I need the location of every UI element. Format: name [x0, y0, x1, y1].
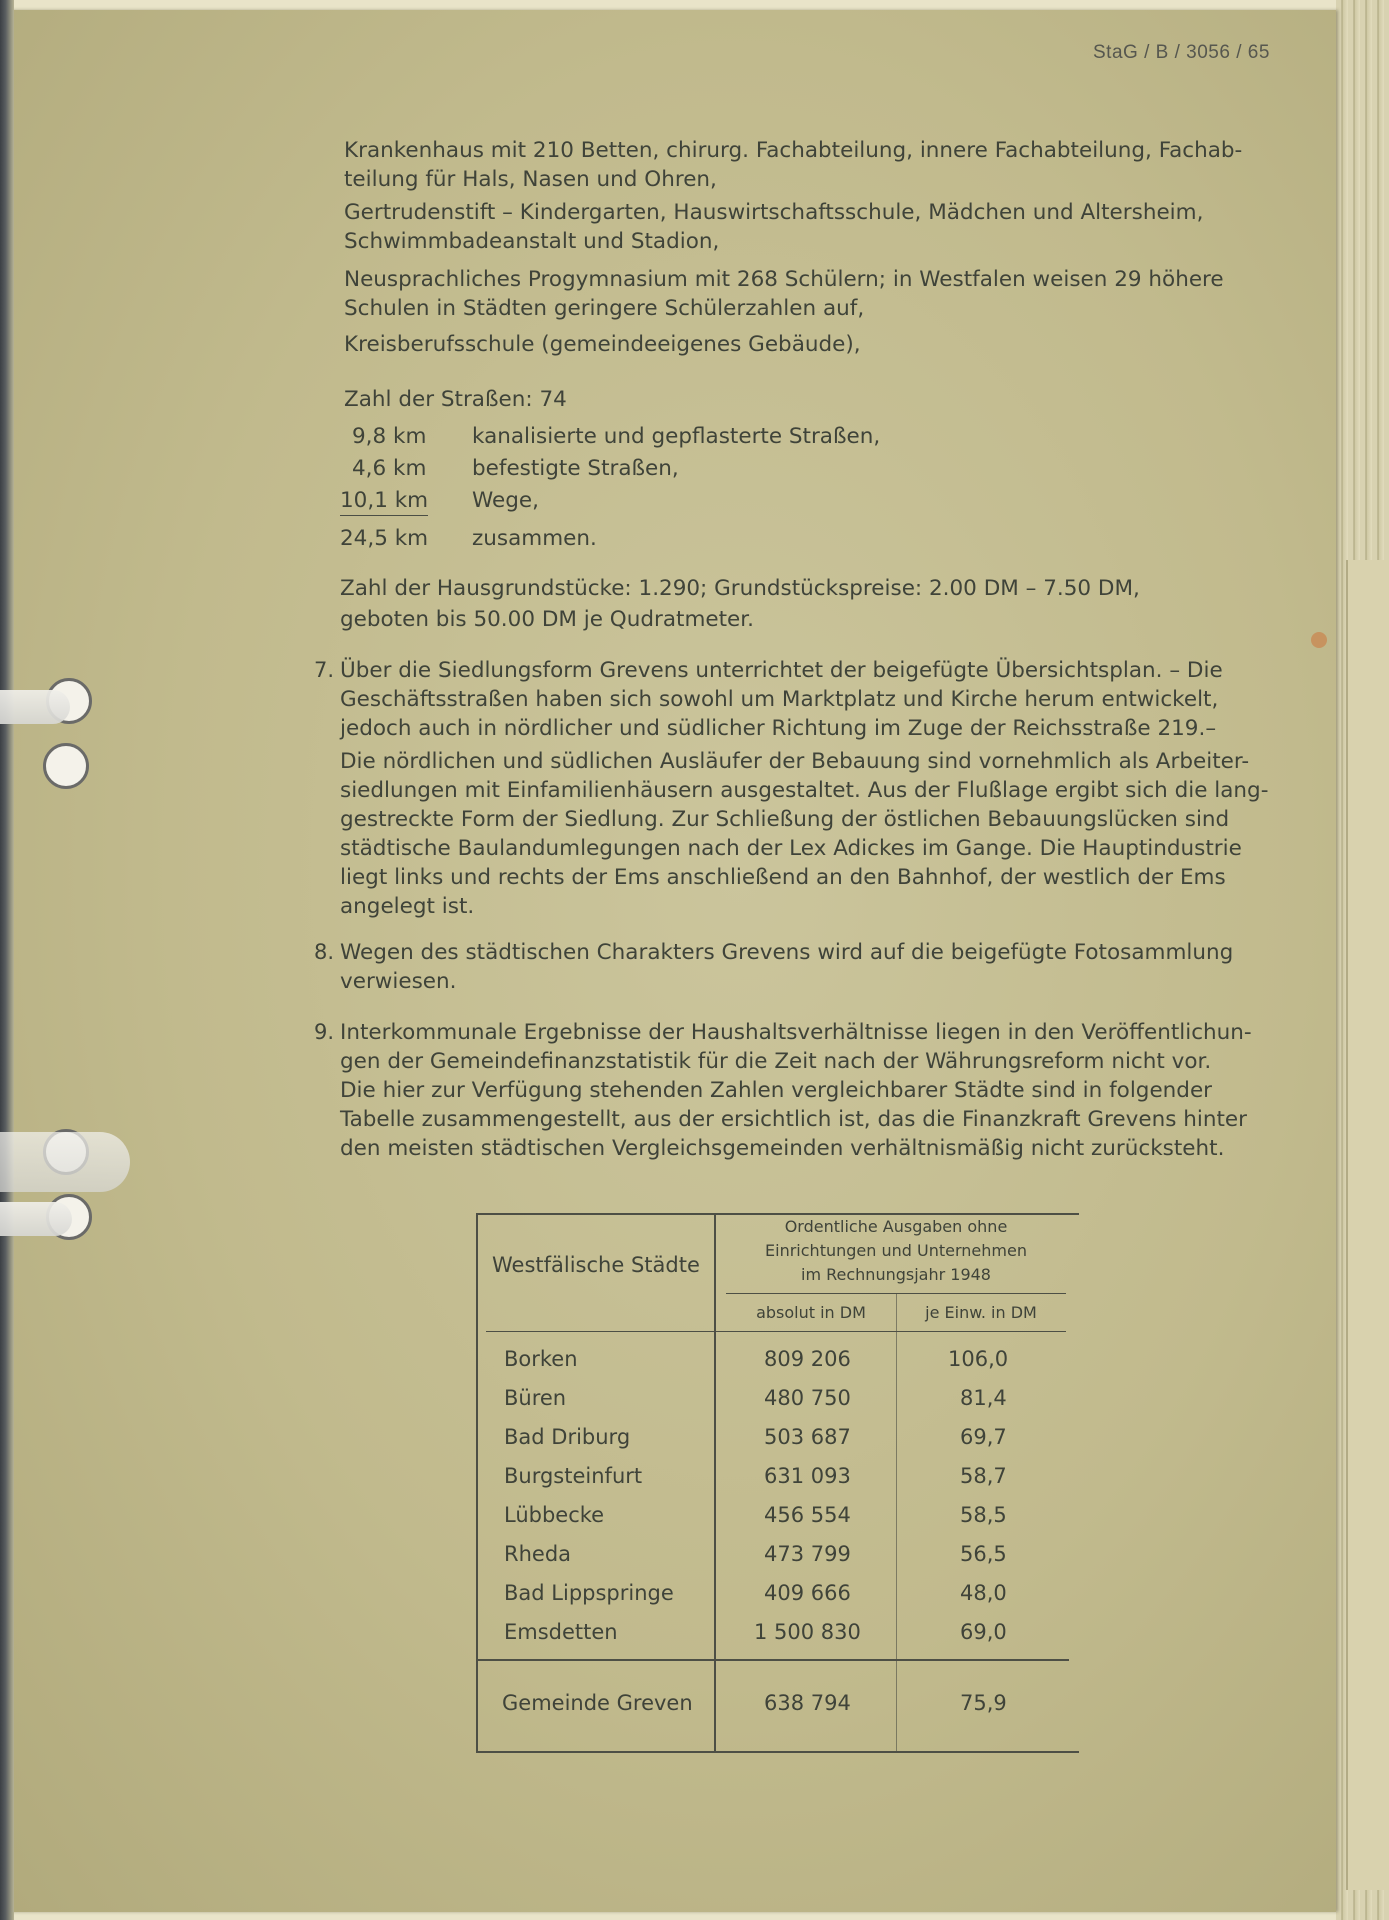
section-7-line: gestreckte Form der Siedlung. Zur Schließung der östlichen Bebauungslücken sind: [340, 807, 1230, 832]
table-row-per-capita: 81,4: [960, 1386, 1007, 1410]
archive-reference: StaG / B / 3056 / 65: [1093, 42, 1270, 63]
table-row-city: Emsdetten: [504, 1620, 618, 1644]
table-row-absolute: 409 666: [764, 1581, 851, 1605]
streets-total-value: 24,5 km: [340, 526, 429, 551]
table-row-city: Bad Driburg: [504, 1425, 631, 1449]
streets-value: 4,6 km: [352, 456, 427, 481]
table-border-left: [476, 1213, 478, 1753]
section-9-line: Tabelle zusammengestellt, aus der ersichtlich ist, das die Finanzkraft Grevens hinter: [340, 1107, 1247, 1132]
tab-marker: [1311, 632, 1327, 648]
table-row-per-capita: 48,0: [960, 1581, 1007, 1605]
table-header-per-capita: je Einw. in DM: [925, 1303, 1037, 1322]
table-total-absolute: 638 794: [764, 1691, 851, 1715]
intro-line: Schulen in Städten geringere Schülerzahlen auf,: [344, 296, 865, 321]
table-row-per-capita: 69,0: [960, 1620, 1007, 1644]
streets-value: 9,8 km: [352, 424, 427, 449]
table-row-city: Bad Lippspringe: [504, 1581, 674, 1605]
finance-table: [476, 1213, 1079, 1753]
section-7-line: siedlungen mit Einfamilienhäusern ausgestaltet. Aus der Flußlage ergibt sich die lang-: [340, 778, 1269, 803]
section-number: 9.: [314, 1020, 335, 1044]
table-border-bottom: [476, 1751, 1079, 1753]
table-row-absolute: 480 750: [764, 1386, 851, 1410]
section-7-line: liegt links und rechts der Ems anschließend an den Bahnhof, der westlich der Ems: [340, 865, 1226, 890]
intro-line: Gertrudenstift – Kindergarten, Hauswirtschaftsschule, Mädchen und Altersheim,: [344, 200, 1204, 225]
plots-line: geboten bis 50.00 DM je Qudratmeter.: [340, 607, 754, 632]
section-7-line: jedoch auch in nördlicher und südlicher Richtung im Zuge der Reichsstraße 219.–: [340, 716, 1217, 741]
section-9-line: Die hier zur Verfügung stehenden Zahlen vergleichbarer Städte sind in folgender: [340, 1078, 1213, 1103]
table-total-rule: [476, 1659, 1069, 1661]
streets-label: Wege,: [472, 488, 539, 513]
binder-edge: [0, 0, 14, 1920]
table-header-rule: [486, 1331, 1066, 1332]
streets-label: befestigte Straßen,: [472, 456, 679, 481]
section-7-line: Geschäftsstraßen haben sich sowohl um Marktplatz und Kirche herum entwickelt,: [340, 687, 1219, 712]
table-row-city: Rheda: [504, 1542, 572, 1566]
streets-total-label: zusammen.: [472, 526, 597, 551]
intro-line: Schwimmbadeanstalt und Stadion,: [344, 229, 720, 254]
section-number: 8.: [314, 940, 335, 964]
section-9-line: den meisten städtischen Vergleichsgemeinden verhältnismäßig nicht zurücksteht.: [340, 1136, 1225, 1161]
table-row-per-capita: 58,7: [960, 1464, 1007, 1488]
table-group-header-line: im Rechnungsjahr 1948: [801, 1265, 991, 1284]
table-row-per-capita: 58,5: [960, 1503, 1007, 1527]
table-row-absolute: 1 500 830: [754, 1620, 861, 1644]
section-number: 7.: [314, 658, 335, 682]
table-row-per-capita: 69,7: [960, 1425, 1007, 1449]
binder-ring: [0, 1132, 130, 1192]
table-header-city: Westfälische Städte: [492, 1253, 700, 1277]
section-7-line: Die nördlichen und südlichen Ausläufer der Bebauung sind vornehmlich als Arbeiter-: [340, 749, 1250, 774]
table-row-city: Borken: [504, 1347, 578, 1371]
intro-line: teilung für Hals, Nasen und Ohren,: [344, 167, 717, 192]
section-7-line: städtische Baulandumlegungen nach der Lex Adickes im Gange. Die Hauptindustrie: [340, 836, 1242, 861]
table-row-absolute: 473 799: [764, 1542, 851, 1566]
table-total-city: Gemeinde Greven: [502, 1691, 693, 1715]
table-row-absolute: 631 093: [764, 1464, 851, 1488]
table-group-header-line: Einrichtungen und Unternehmen: [765, 1241, 1027, 1260]
section-7-line: Über die Siedlungsform Grevens unterrichtet der beigefügte Übersichtsplan. – Die: [340, 658, 1223, 683]
section-7-line: angelegt ist.: [340, 894, 475, 919]
table-row-per-capita: 106,0: [948, 1347, 1009, 1371]
table-inner-divider: [896, 1293, 897, 1751]
table-row-absolute: 456 554: [764, 1503, 851, 1527]
table-col-divider: [714, 1213, 716, 1751]
table-row-per-capita: 56,5: [960, 1542, 1007, 1566]
table-group-header: [726, 1215, 1066, 1287]
table-row-absolute: 503 687: [764, 1425, 851, 1449]
table-row-city: Lübbecke: [504, 1503, 605, 1527]
punch-hole: [43, 743, 89, 789]
section-9-line: gen der Gemeindefinanzstatistik für die Zeit nach der Währungsreform nicht vor.: [340, 1049, 1212, 1074]
intro-line: Kreisberufsschule (gemeindeeigenes Gebäude),: [344, 332, 861, 357]
intro-line: Krankenhaus mit 210 Betten, chirurg. Fachabteilung, innere Fachabteilung, Fachab-: [344, 138, 1243, 163]
section-8-line: Wegen des städtischen Charakters Grevens wird auf die beigefügte Fotosammlung: [340, 940, 1234, 965]
table-row-city: Burgsteinfurt: [504, 1464, 643, 1488]
binder-ring: [0, 1202, 72, 1236]
streets-title: Zahl der Straßen: 74: [344, 387, 567, 412]
streets-value: 10,1 km: [340, 486, 428, 516]
divider-tab: [1346, 560, 1389, 1890]
table-row-city: Büren: [504, 1386, 567, 1410]
table-group-header-line: Ordentliche Ausgaben ohne: [784, 1217, 1008, 1236]
streets-label: kanalisierte und gepflasterte Straßen,: [472, 424, 881, 449]
section-8-line: verwiesen.: [340, 969, 457, 994]
binder-ring: [0, 690, 70, 724]
plots-line: Zahl der Hausgrundstücke: 1.290; Grundstückspreise: 2.00 DM – 7.50 DM,: [340, 576, 1140, 601]
table-total-per-capita: 75,9: [960, 1691, 1007, 1715]
table-header-absolute: absolut in DM: [756, 1303, 866, 1322]
section-9-line: Interkommunale Ergebnisse der Haushaltsverhältnisse liegen in den Veröffentlichun-: [340, 1020, 1252, 1045]
intro-line: Neusprachliches Progymnasium mit 268 Schülern; in Westfalen weisen 29 höhere: [344, 267, 1224, 292]
table-row-absolute: 809 206: [764, 1347, 851, 1371]
